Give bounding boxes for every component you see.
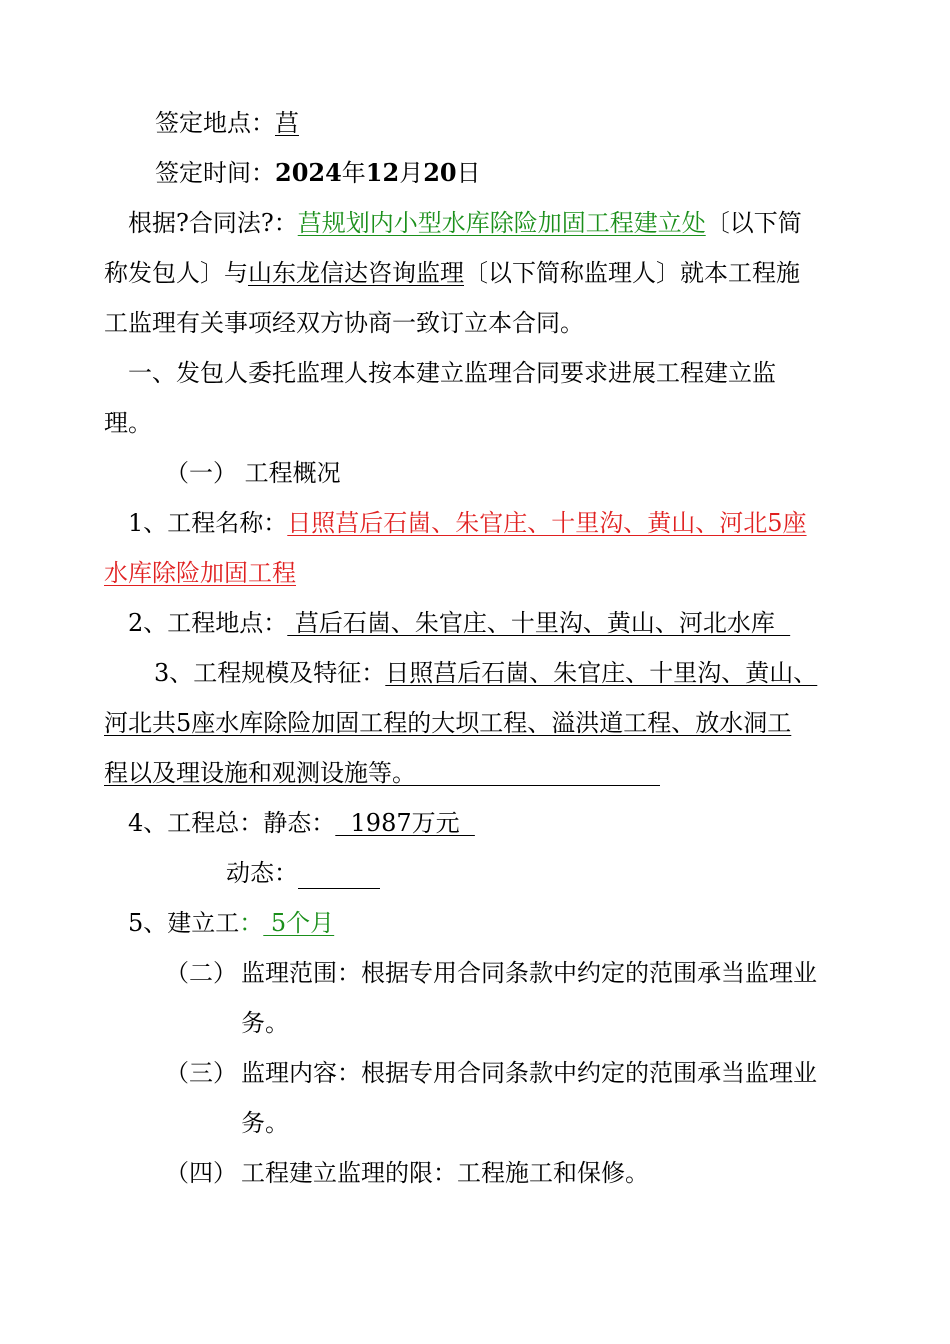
item-4-line <box>128 807 475 839</box>
item-1-value-1: 日照莒后石崮、朱官庄、十里沟、黄山、河北5座 <box>287 509 807 537</box>
section-1-line-1: 一、发包人委托监理人按本建立监理合同要求进展工程建立监 <box>128 359 776 387</box>
day-char: 日 <box>456 159 481 187</box>
subsection-2-line-1: 监理范围：根据专用合同条款中约定的范围承当监理业 <box>241 959 817 987</box>
item-3-value-1: 日照莒后石崮、朱官庄、十里沟、黄山、 <box>385 659 818 687</box>
item-3-line-3 <box>104 757 660 786</box>
month-char: 月 <box>399 159 424 187</box>
item-2-value: 莒后石崮、朱官庄、十里沟、黄山、河北水库 <box>287 609 791 637</box>
section-1-line-2: 理。 <box>104 409 152 437</box>
item-3-line-1 <box>154 657 817 689</box>
intro-prefix: 根据?合同法?： <box>128 209 298 237</box>
item-4-dynamic-blank <box>298 860 380 889</box>
subsection-2-line-2: 务。 <box>241 1009 289 1037</box>
item-4-dynamic-line <box>226 857 380 889</box>
item-1-label: 1、工程名称： <box>128 509 288 537</box>
item-1-line-2 <box>104 557 296 589</box>
intro-line-1 <box>128 207 802 239</box>
item-3-value-2: 河北共5座水库除险加固工程的大坝工程、溢洪道工程、放水洞工 <box>104 709 792 737</box>
item-5-line <box>128 907 334 939</box>
item-3-line-2 <box>104 707 791 739</box>
item-2-line <box>128 607 790 639</box>
item-4-value: 1987万元 <box>335 809 475 837</box>
item-1-line-1 <box>128 507 807 539</box>
subsection-3-line-1: 监理内容：根据专用合同条款中约定的范围承当监理业 <box>241 1059 817 1087</box>
intro-line-2 <box>104 257 800 289</box>
signing-day: 20 <box>423 158 457 187</box>
subsection-1-heading: （一） 工程概况 <box>165 459 341 487</box>
item-4-dynamic-label: 动态： <box>226 859 298 887</box>
item-1-value-2: 水库除险加固工程 <box>104 559 296 587</box>
supervisor-name: 山东龙信达咨询监理 <box>248 259 464 287</box>
intro-line-3: 工监理有关事项经双方协商一致订立本合同。 <box>104 309 584 337</box>
subsection-3-number: （三） <box>165 1059 237 1087</box>
signing-place <box>155 107 299 139</box>
signing-year: 2024 <box>275 158 342 187</box>
item-5-label: 5、建立工 <box>128 909 240 937</box>
signing-time <box>155 157 481 189</box>
signing-month: 12 <box>365 158 400 187</box>
item-3-label: 3、工程规模及特征： <box>154 659 386 687</box>
signing-time-label: 签定时间： <box>155 159 275 187</box>
intro-mid-3: 〔以下简称监理人〕就本工程施 <box>464 259 800 287</box>
intro-mid-1: 〔以下简 <box>705 209 802 237</box>
signing-place-label: 签定地点： <box>155 109 275 137</box>
subsection-2-number: （二） <box>165 959 237 987</box>
item-5-colon: ： <box>239 909 264 937</box>
item-2-label: 2、工程地点： <box>128 609 288 637</box>
intro-mid-2: 称发包人〕与 <box>104 259 248 287</box>
subsection-3-line-2: 务。 <box>241 1109 289 1137</box>
year-char: 年 <box>341 159 366 187</box>
signing-place-value: 莒 <box>275 109 299 137</box>
item-4-label: 4、工程总：静态： <box>128 809 336 837</box>
item-5-value: 5个月 <box>263 909 335 937</box>
employer-name: 莒规划内小型水库除险加固工程建立处 <box>297 209 706 237</box>
subsection-4-line-1: 工程建立监理的限：工程施工和保修。 <box>241 1159 649 1187</box>
item-3-value-3: 程以及理设施和观测设施等。 <box>104 759 416 787</box>
subsection-4-number: （四） <box>165 1159 237 1187</box>
